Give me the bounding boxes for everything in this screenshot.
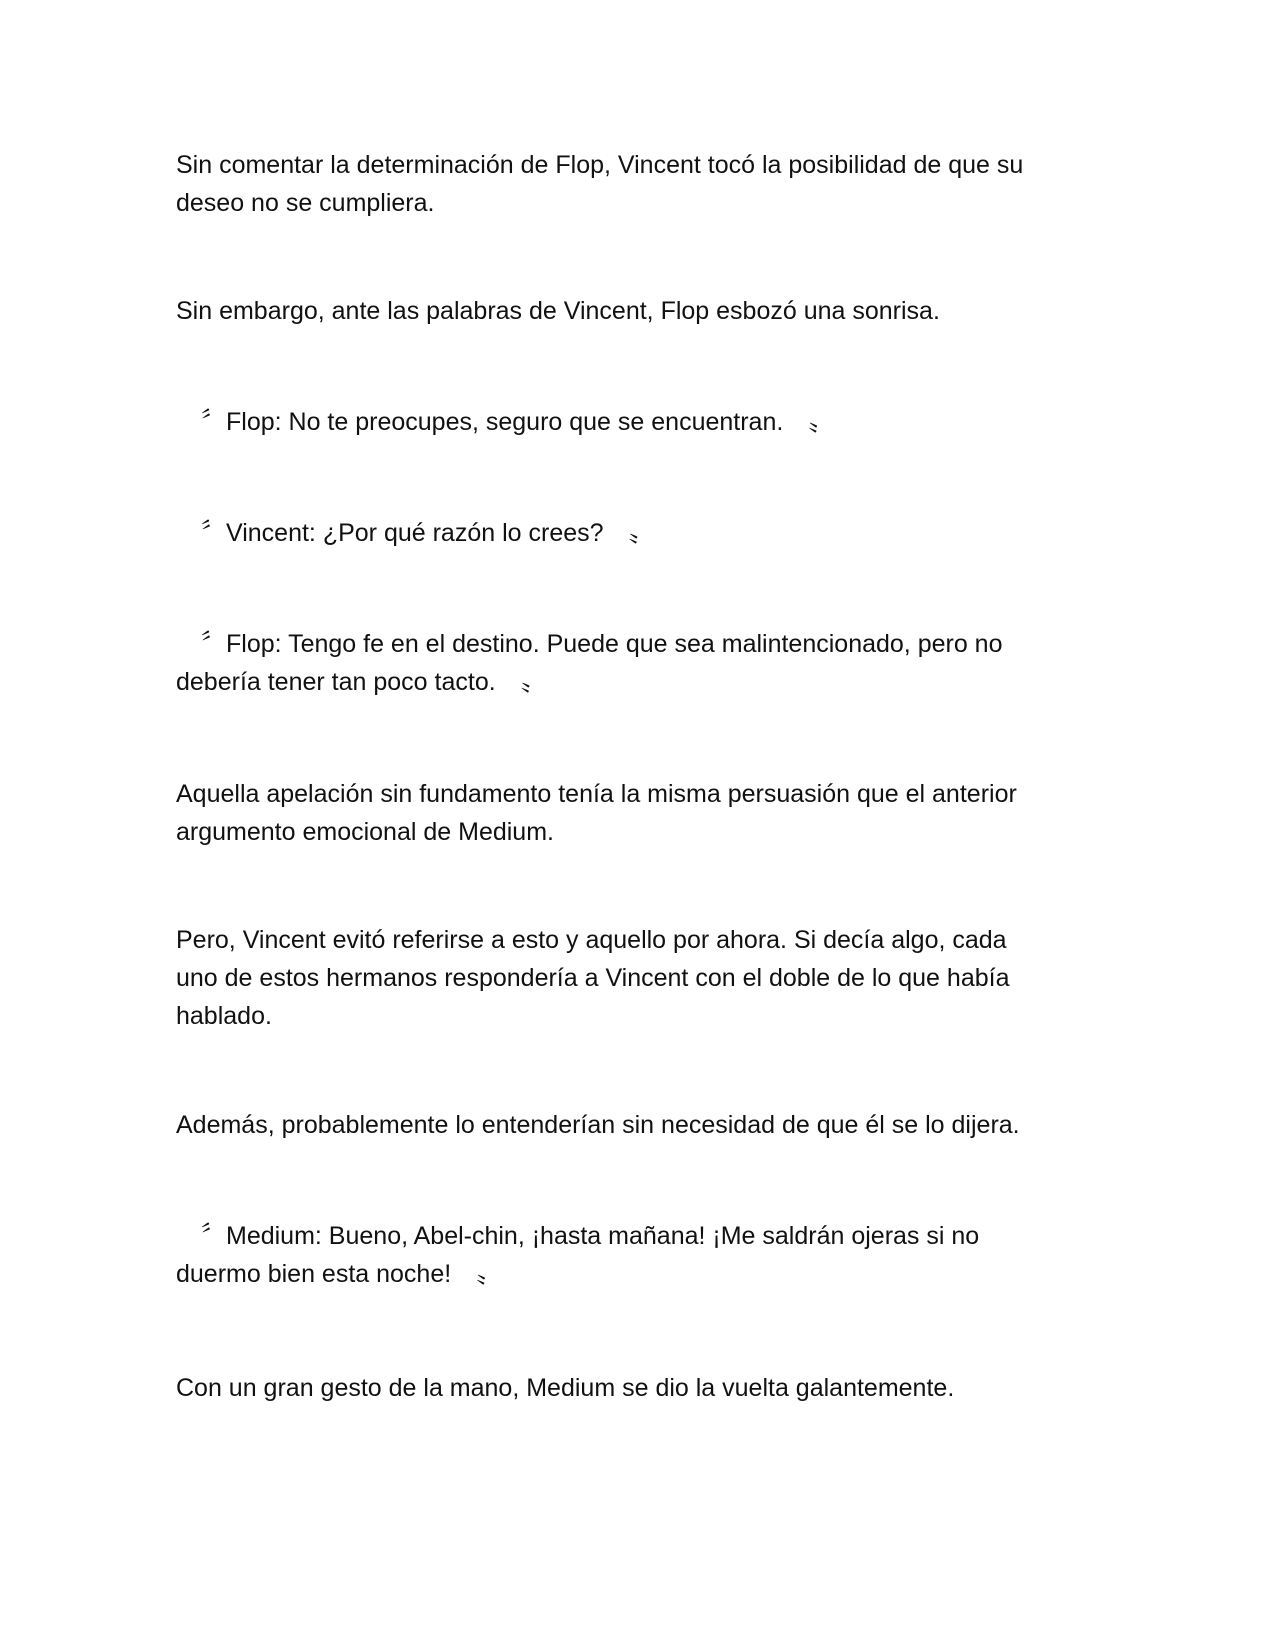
text-line: argumento emocional de Medium. xyxy=(176,818,554,846)
paragraph-8 xyxy=(176,1106,1096,1144)
text-line: 〞Flop: Tengo fe en el destino. Puede que sea malintencionado, pero no xyxy=(176,630,1003,658)
text-line: Además, probablemente lo entenderían sin necesidad de que él se lo dijera. xyxy=(176,1111,1020,1139)
text-line: Sin embargo, ante las palabras de Vincent, Flop esbozó una sonrisa. xyxy=(176,297,940,325)
paragraph-2 xyxy=(176,292,1096,330)
text-line: 〞Medium: Bueno, Abel-chin, ¡hasta mañana! ¡Me saldrán ojeras si no xyxy=(176,1222,980,1250)
text-line: Con un gran gesto de la mano, Medium se dio la vuelta galantemente. xyxy=(176,1374,955,1402)
text-line: Aquella apelación sin fundamento tenía la misma persuasión que el anterior xyxy=(176,780,1017,808)
text-line: 〞Flop: No te preocupes, seguro que se encuentran. 〟 xyxy=(176,408,834,436)
dialogue-vincent-1 xyxy=(176,514,1096,552)
text-line: Sin comentar la determinación de Flop, Vincent tocó la posibilidad de que su xyxy=(176,151,1024,179)
paragraph-7 xyxy=(176,921,1096,1035)
dialogue-flop-2 xyxy=(176,625,1096,701)
text-line: debería tener tan poco tacto. 〟 xyxy=(176,668,546,696)
paragraph-1 xyxy=(176,146,1096,222)
dialogue-flop-1 xyxy=(176,403,1096,441)
text-line: deseo no se cumpliera. xyxy=(176,189,435,217)
text-line: duermo bien esta noche! 〟 xyxy=(176,1260,502,1288)
paragraph-10 xyxy=(176,1369,1096,1407)
text-line: 〞Vincent: ¿Por qué razón lo crees? 〟 xyxy=(176,519,654,547)
dialogue-medium-1 xyxy=(176,1217,1096,1293)
text-line: Pero, Vincent evitó referirse a esto y aquello por ahora. Si decía algo, cada xyxy=(176,926,1007,954)
paragraph-6 xyxy=(176,775,1096,851)
text-line: hablado. xyxy=(176,1002,272,1030)
text-line: uno de estos hermanos respondería a Vincent con el doble de lo que había xyxy=(176,964,1010,992)
